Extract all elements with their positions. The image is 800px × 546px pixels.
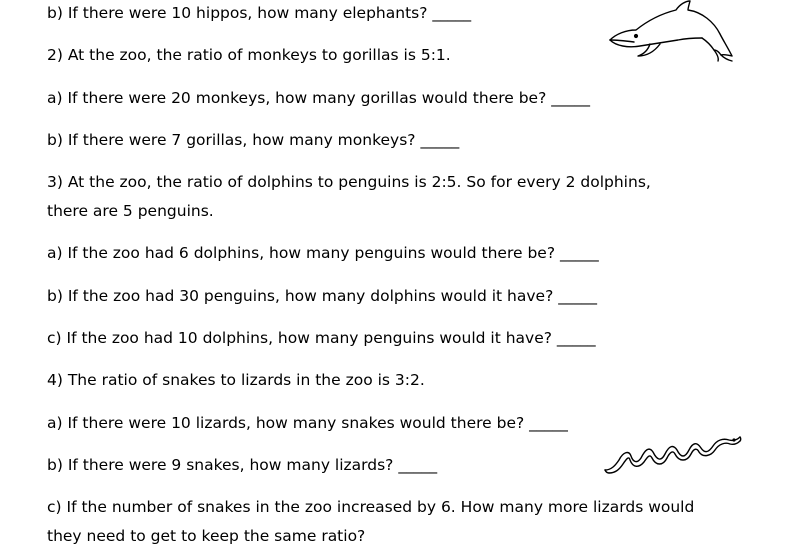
question-2: 2) At the zoo, the ratio of monkeys to gorillas is 5:1.: [47, 46, 451, 64]
question-1b: b) If there were 10 hippos, how many elephants? _____: [47, 4, 472, 22]
question-2b: b) If there were 7 gorillas, how many monkeys? _____: [47, 131, 460, 149]
question-3-line-1: 3) At the zoo, the ratio of dolphins to penguins is 2:5. So for every 2 dolphins,: [47, 173, 651, 191]
dolphin-icon: [604, 0, 734, 62]
question-4c-line-1: c) If the number of snakes in the zoo increased by 6. How many more lizards would: [47, 498, 695, 516]
question-4c-line-2: they need to get to keep the same ratio?: [47, 527, 366, 545]
question-3-line-2: there are 5 penguins.: [47, 202, 214, 220]
question-3c: c) If the zoo had 10 dolphins, how many penguins would it have? _____: [47, 329, 596, 347]
snake-icon: [603, 432, 743, 474]
question-3b: b) If the zoo had 30 penguins, how many dolphins would it have? _____: [47, 287, 597, 305]
question-4: 4) The ratio of snakes to lizards in the zoo is 3:2.: [47, 371, 425, 389]
question-4b: b) If there were 9 snakes, how many lizards? _____: [47, 456, 438, 474]
question-4a: a) If there were 10 lizards, how many snakes would there be? _____: [47, 414, 568, 432]
question-3a: a) If the zoo had 6 dolphins, how many penguins would there be? _____: [47, 244, 599, 262]
question-2a: a) If there were 20 monkeys, how many gorillas would there be? _____: [47, 89, 590, 107]
